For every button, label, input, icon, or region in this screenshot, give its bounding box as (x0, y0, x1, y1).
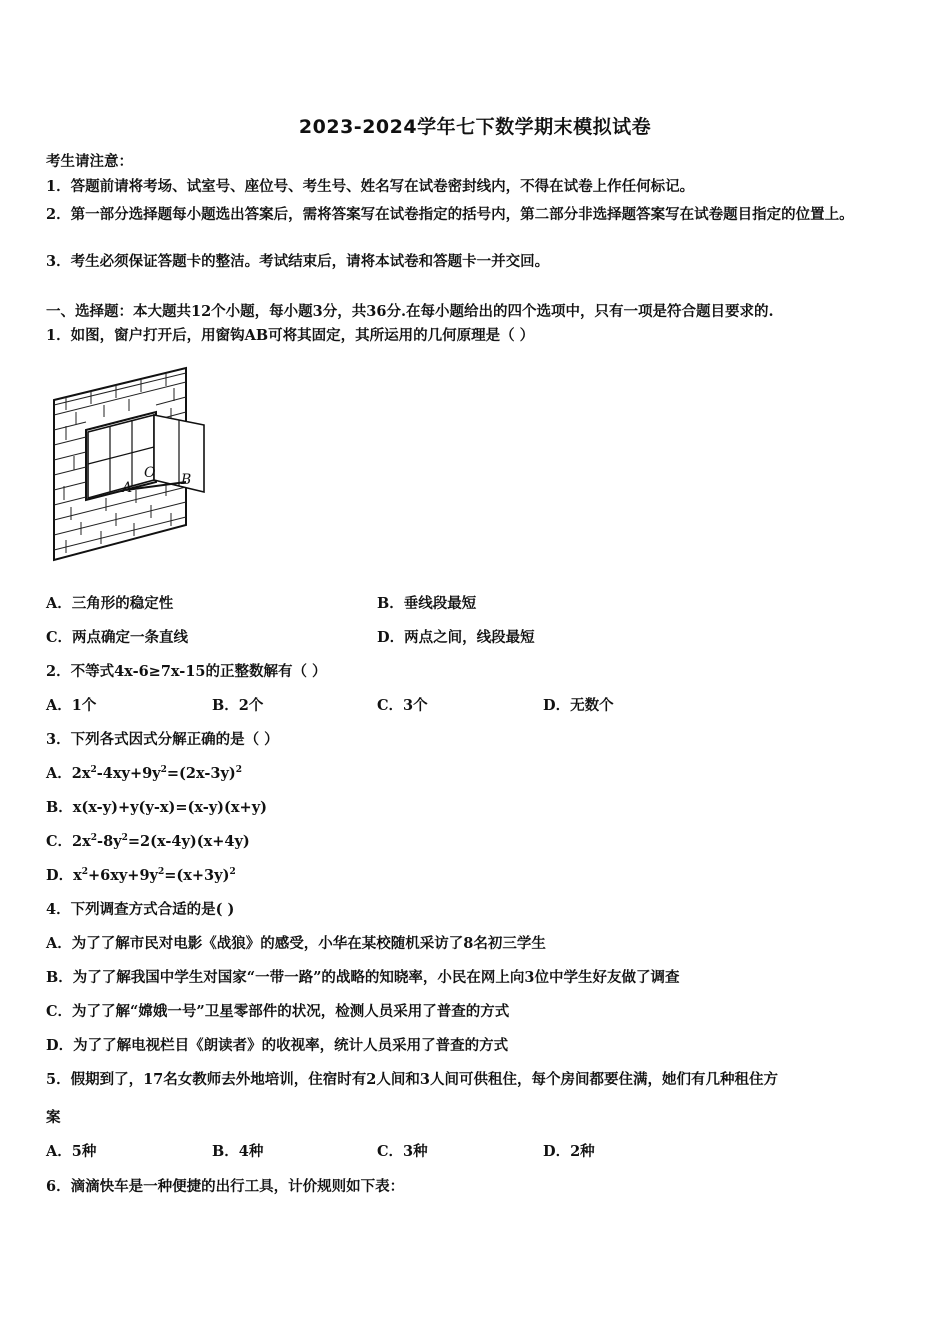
q2-stem: 2．不等式4x-6≥7x-15的正整数解有（ ） (46, 663, 327, 680)
q1-option-d: D．两点之间，线段最短 (377, 629, 535, 646)
q1-option-a: A．三角形的稳定性 (46, 595, 174, 612)
q2-option-b: B．2个 (212, 697, 264, 714)
notice-item-1: 1．答题前请将考场、试室号、座位号、考生号、姓名写在试卷密封线内，不得在试卷上作任何标记。 (46, 178, 695, 195)
page-title: 2023-2024学年七下数学期末模拟试卷 (298, 116, 652, 138)
label-a: A (122, 480, 133, 496)
q1-stem: 1．如图，窗户打开后，用窗钩AB可将其固定，其所运用的几何原理是（ ） (46, 327, 535, 344)
q5-option-c: C．3种 (377, 1143, 428, 1160)
q1-option-b: B．垂线段最短 (377, 595, 477, 612)
window-figure (46, 360, 216, 565)
q5-option-b: B．4种 (212, 1143, 264, 1160)
q3-option-a: A．$2x^2-4xy+9y^2=(2x-3y)^2$ (46, 765, 243, 782)
q5-stem-line2: 案 (46, 1109, 61, 1126)
q4-stem: 4．下列调查方式合适的是( ) (46, 901, 235, 918)
notice-heading: 考生请注意： (46, 153, 133, 170)
q4-option-a: A．为了了解市民对电影《战狼》的感受，小华在某校随机采访了8名初三学生 (46, 935, 546, 952)
q3-option-c: C．$2x^2-8y^2=2(x-4y)(x+4y)$ (46, 833, 250, 850)
notice-item-3: 3．考生必须保证答题卡的整洁。考试结束后，请将本试卷和答题卡一并交回。 (46, 253, 550, 270)
q4-option-c: C．为了了解“嫦娥一号”卫星零部件的状况，检测人员采用了普查的方式 (46, 1003, 510, 1020)
section-heading: 一、选择题：本大题共12个小题，每小题3分，共36分.在每小题给出的四个选项中，只有一项是符合题目要求的. (46, 303, 774, 320)
q4-option-b: B．为了了解我国中学生对国家“一带一路”的战略的知晓率，小民在网上向3位中学生好友做了调查 (46, 969, 680, 986)
q1-option-c: C．两点确定一条直线 (46, 629, 189, 646)
q3-stem: 3．下列各式因式分解正确的是（ ） (46, 731, 279, 748)
q4-option-d: D．为了了解电视栏目《朗读者》的收视率，统计人员采用了普查的方式 (46, 1037, 509, 1054)
label-o: O (144, 465, 156, 481)
q2-option-a: A．1个 (46, 697, 97, 714)
q2-option-d: D．无数个 (543, 697, 614, 714)
label-b: B (181, 472, 192, 488)
q3-option-d: D．$x^2+6xy+9y^2=(x+3y)^2$ (46, 867, 236, 884)
notice-item-2: 2．第一部分选择题每小题选出答案后，需将答案写在试卷指定的括号内，第二部分非选择题答案写在试卷题目指定的位置上。 (46, 206, 854, 223)
q5-option-a: A．5种 (46, 1143, 97, 1160)
q2-option-c: C．3个 (377, 697, 428, 714)
q3-option-b: B．x(x-y)+y(y-x)=(x-y)(x+y) (46, 799, 267, 816)
q5-option-d: D．2种 (543, 1143, 595, 1160)
q5-stem-line1: 5．假期到了，17名女教师去外地培训，住宿时有2人间和3人间可供租住，每个房间都要住满，她们有几种租住方 (46, 1071, 778, 1088)
q6-stem: 6．滴滴快车是一种便捷的出行工具，计价规则如下表： (46, 1178, 405, 1195)
